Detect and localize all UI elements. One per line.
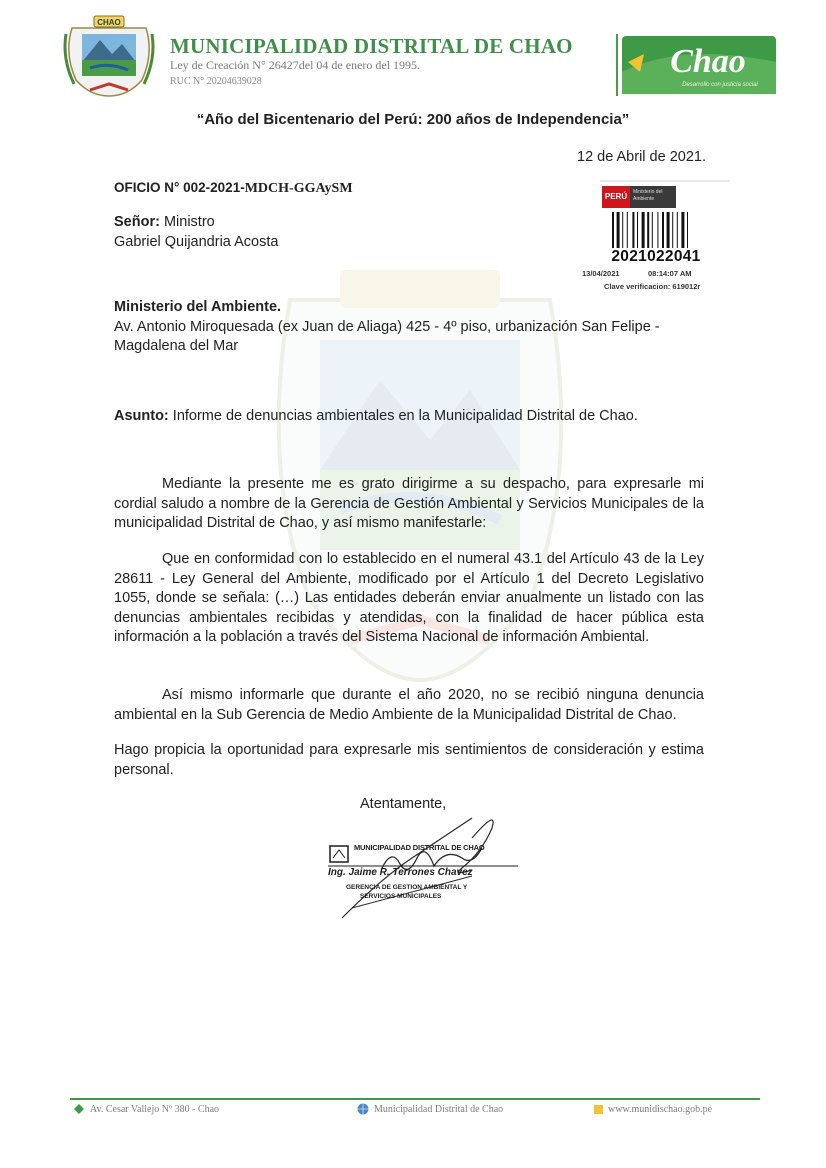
stamp-date: 13/04/2021 — [582, 269, 620, 278]
ministry-name: Ministerio del Ambiente. — [114, 299, 282, 315]
paragraph-farewell: Hago propicia la oportunidad para expresarle mis sentimientos de consideración y estima personal. — [114, 742, 704, 778]
creation-law-line: Ley de Creación N° 26427del 04 de enero del 1995. — [170, 58, 421, 72]
chao-brand-logo — [622, 32, 776, 98]
signature-name: Ing. Jaime R. Terrones Chavez — [328, 867, 473, 878]
closing: Atentamente, — [360, 796, 447, 812]
subject-text: Informe de denuncias ambientales en la Municipalidad Distrital de Chao. — [172, 408, 638, 424]
subject-label: Asunto: — [114, 408, 169, 424]
globe-icon — [357, 1103, 369, 1115]
footer-address: Av. Cesar Vallejo Nº 380 - Chao — [90, 1104, 220, 1115]
footer-municipality-name: Municipalidad Distrital de Chao — [374, 1104, 504, 1115]
peru-flag-box: PERÚ — [602, 186, 630, 208]
barcode — [612, 212, 716, 252]
paragraph-legal-basis: Que en conformidad con lo establecido en el numeral 43.1 del Artículo 43 de la Ley 28611 - Ley General del Ambiente, modificado por el Artículo 1 del Decreto Legislativo 1055, donde se señala: (…) Las entidades deberán enviar anualmente un listado con las denuncias ambientales recibidas y atendidas, con la finalidad de hacer pública esta información a la población a través del Sistema Nacional de información Ambiental. — [114, 551, 704, 645]
oficio-number — [114, 180, 353, 197]
oficio-reference: MDCH-GGAySM — [244, 181, 353, 196]
footer-rule — [70, 1098, 760, 1100]
signature-department-line-2: SERVICIOS MUNICIPALES — [360, 893, 442, 900]
ministry-address: Av. Antonio Miroquesada (ex Juan de Aliaga) 425 - 4º piso, urbanización San Felipe - Magdalena del Mar — [114, 318, 660, 354]
year-motto: “Año del Bicentenario del Perú: 200 años de Independencia” — [196, 111, 630, 128]
municipality-name: MUNICIPALIDAD DISTRITAL DE CHAO — [170, 34, 573, 58]
header-divider — [616, 34, 618, 96]
subject-line — [114, 407, 714, 427]
stamp-verification-code: Clave verificacion: 619012r — [604, 282, 701, 291]
logo-tagline: Desarrollo con justicia social — [682, 82, 758, 88]
location-diamond-icon — [74, 1104, 84, 1114]
stamp-top-rule — [600, 180, 730, 182]
logo-text: Chao — [670, 43, 746, 80]
stamp-ministry-box: Ministerio del Ambiente — [630, 186, 676, 208]
document-date: 12 de Abril de 2021. — [577, 149, 706, 165]
ministry-block — [114, 298, 714, 357]
recipient-name: Gabriel Quijandria Acosta — [114, 233, 279, 250]
footer-website: www.munidischao.gob.pe — [608, 1104, 713, 1115]
web-square-icon — [594, 1105, 603, 1114]
signature-organization: MUNICIPALIDAD DISTRITAL DE CHAO — [354, 843, 485, 852]
recipient-title-line — [114, 213, 278, 233]
recipient-title: Ministro — [163, 214, 215, 230]
municipal-crest-logo — [60, 14, 158, 98]
paragraph-greeting: Mediante la presente me es grato dirigirme a su despacho, para expresarle mi cordial saludo a nombre de la Gerencia de Gestión Ambiental y Servicios Municipales de la municipalidad Distrital de Chao, y así mismo manifestarle: — [114, 476, 704, 531]
recipient-title-label: Señor: — [114, 214, 160, 230]
stamp-registration-number: 2021022041 — [611, 248, 701, 265]
stamp-time: 08:14:07 AM — [648, 269, 692, 278]
ruc-line: RUC N° 20204639028 — [170, 76, 262, 87]
recipient-block — [114, 213, 278, 252]
reception-stamp — [582, 178, 730, 298]
paragraph-report: Así mismo informarle que durante el año 2020, no se recibió ninguna denuncia ambiental en la Sub Gerencia de Medio Ambiente de la Municipalidad Distrital de Chao. — [114, 687, 704, 723]
oficio-label: OFICIO N° 002-2021- — [114, 180, 245, 195]
crest-label: CHAO — [97, 18, 121, 27]
signature-department-line-1: GERENCIA DE GESTION AMBIENTAL Y — [346, 884, 468, 891]
